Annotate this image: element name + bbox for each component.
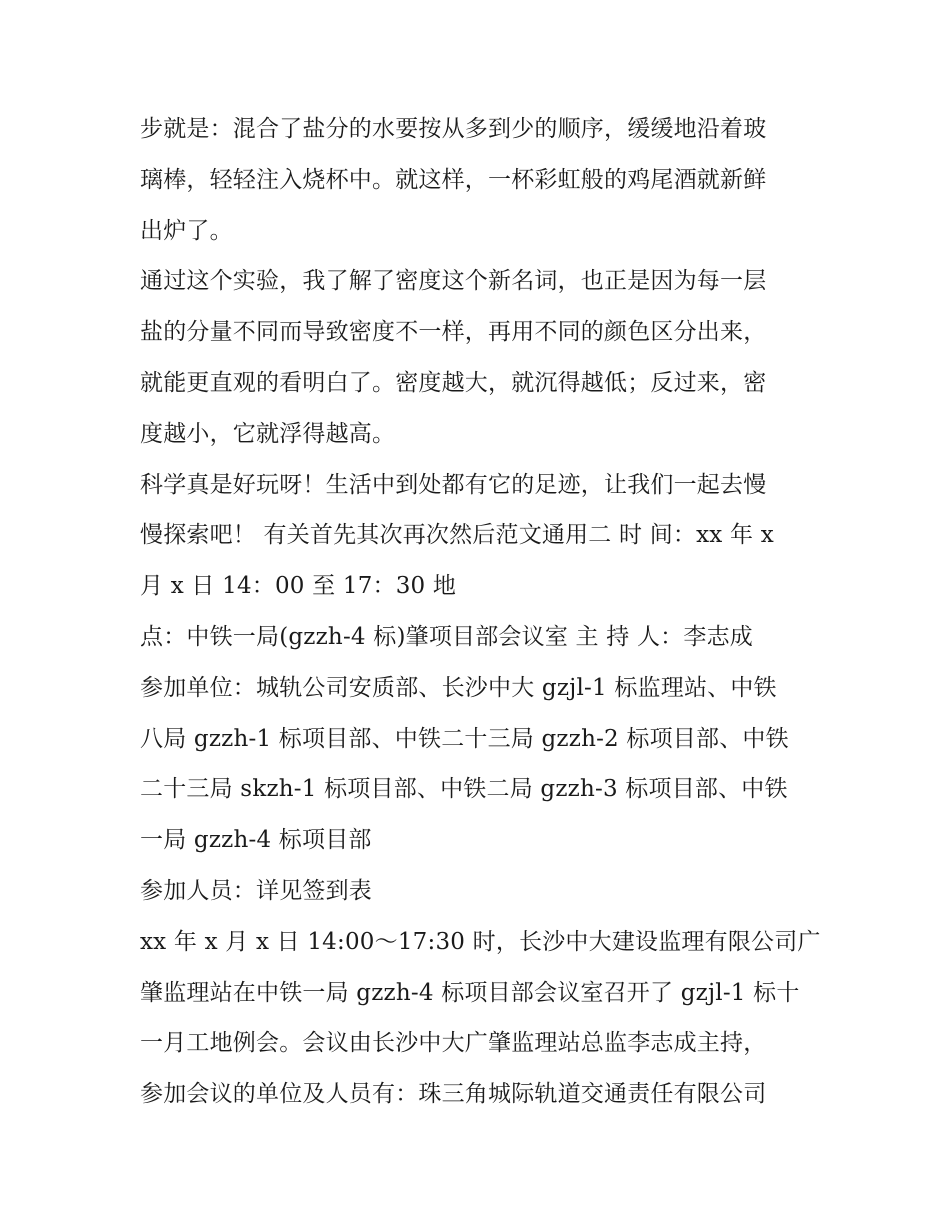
text-line: 八局 gzzh-1 标项目部、中铁二十三局 gzzh-2 标项目部、中铁 [140, 725, 789, 752]
text-line: 步就是：混合了盐分的水要按从多到少的顺序，缓缓地沿着玻 [140, 116, 767, 142]
text-line: 参加会议的单位及人员有：珠三角城际轨道交通责任有限公司 [140, 1081, 767, 1108]
text-line: 参加单位：城轨公司安质部、长沙中大 gzjl-1 标监理站、中铁 [140, 674, 777, 701]
text-line: 点：中铁一局(gzzh-4 标)肇项目部会议室 主 持 人：李志成 [140, 623, 753, 650]
text-line: 璃棒，轻轻注入烧杯中。就这样，一杯彩虹般的鸡尾酒就新鲜 [140, 166, 767, 193]
text-line: 月 x 日 14：00 至 17：30 地 [140, 573, 457, 600]
text-line: 肇监理站在中铁一局 gzzh-4 标项目部会议室召开了 gzjl-1 标十 [140, 979, 800, 1006]
text-line: 慢探索吧！ 有关首先其次再次然后范文通用二 时 间：xx 年 x [140, 522, 774, 549]
text-line: 一局 gzzh-4 标项目部 [140, 827, 372, 854]
text-line: xx 年 x 月 x 日 14:00～17:30 时，长沙中大建设监理有限公司广 [140, 928, 821, 955]
text-line: 二十三局 skzh-1 标项目部、中铁二局 gzzh-3 标项目部、中铁 [140, 776, 788, 803]
text-line: 科学真是好玩呀！生活中到处都有它的足迹，让我们一起去慢 [140, 471, 767, 498]
text-line: 通过这个实验，我了解了密度这个新名词，也正是因为每一层 [140, 268, 767, 295]
text-line: 出炉了。 [140, 217, 233, 244]
text-line: 度越小，它就浮得越高。 [140, 420, 396, 447]
text-line: 盐的分量不同而导致密度不一样，再用不同的颜色区分出来， [140, 319, 767, 346]
document-body [140, 104, 820, 1120]
text-line: 就能更直观的看明白了。密度越大，就沉得越低；反过来，密 [140, 369, 767, 396]
text-line: 一月工地例会。会议由长沙中大广肇监理站总监李志成主持， [140, 1030, 767, 1057]
text-line: 参加人员：详见签到表 [140, 877, 372, 904]
